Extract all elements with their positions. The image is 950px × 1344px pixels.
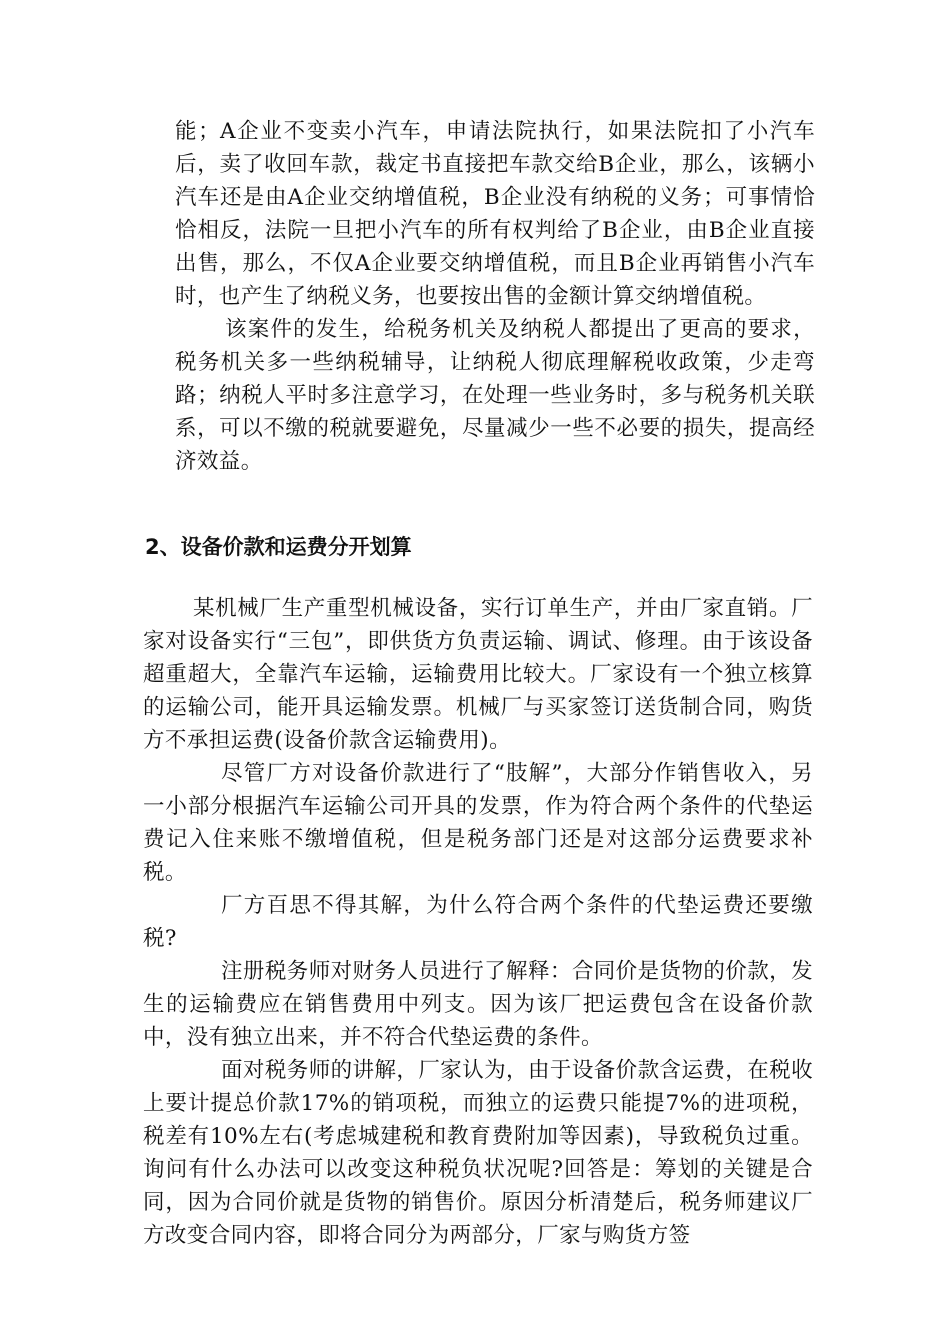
paragraph-case-intro: 某机械厂生产重型机械设备，实行订单生产，并由厂家直销。厂家对设备实行“三包”，即供货方负责运输、调试、修理。由于该设备超重超大，全靠汽车运输，运输费用比较大。厂家设有一个独立核算的运输公司，能开具运输发票。机械厂与买家签订送货制合同，购货方不承担运费(设备价款含运输费用)。 xyxy=(143,596,813,753)
section-body xyxy=(143,592,813,1252)
paragraph-conclusion: 该案件的发生，给税务机关及纳税人都提出了更高的要求，税务机关多一些纳税辅导，让纳税人彻底理解税收政策，少走弯路；纳税人平时多注意学习，在处理一些业务时，多与税务机关联系，可以不缴的税就要避免，尽量减少一些不必要的损失，提高经济效益。 xyxy=(175,317,815,474)
previous-section-text xyxy=(175,115,815,478)
section-heading: 2、设备价款和运费分开划算 xyxy=(145,535,412,559)
paragraph-question: 厂方百思不得其解，为什么符合两个条件的代垫运费还要缴税? xyxy=(143,893,813,951)
paragraph-case-detail: 尽管厂方对设备价款进行了“肢解”，大部分作销售收入，另一小部分根据汽车运输公司开具的发票，作为符合两个条件的代垫运费记入住来账不缴增值税，但是税务部门还是对这部分运费要求补税。 xyxy=(143,761,813,885)
paragraph-explanation: 注册税务师对财务人员进行了解释：合同价是货物的价款，发生的运输费应在销售费用中列支。因为该厂把运费包含在设备价款中，没有独立出来，并不符合代垫运费的条件。 xyxy=(143,959,813,1050)
paragraph-continuation: 能；A企业不变卖小汽车，申请法院执行，如果法院扣了小汽车后，卖了收回车款，裁定书直接把车款交给B企业，那么，该辆小汽车还是由A企业交纳增值税，B企业没有纳税的义务；可事情恰恰相反，法院一旦把小汽车的所有权判给了B企业，由B企业直接出售，那么，不仅A企业要交纳增值税，而且B企业再销售小汽车时，也产生了纳税义务，也要按出售的金额计算交纳增值税。 xyxy=(175,119,815,309)
paragraph-solution: 面对税务师的讲解，厂家认为，由于设备价款含运费，在税收上要计提总价款17%的销项税，而独立的运费只能提7%的进项税，税差有10%左右(考虑城建税和教育费附加等因素)，导致税负过重。询问有什么办法可以改变这种税负状况呢?回答是：筹划的关键是合同，因为合同价就是货物的销售价。原因分析清楚后，税务师建议厂方改变合同内容，即将合同分为两部分，厂家与购货方签 xyxy=(143,1058,813,1248)
